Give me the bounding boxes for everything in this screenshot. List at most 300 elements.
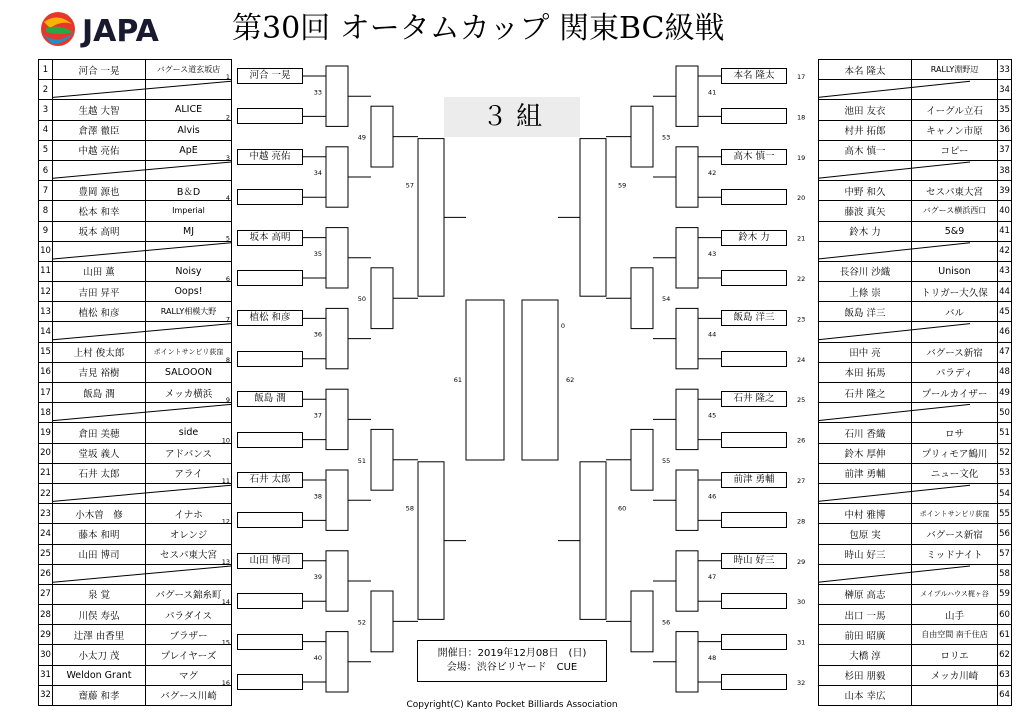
player-number: 21 <box>39 463 53 483</box>
seed-number: 22 <box>797 275 806 283</box>
seed-number: 5 <box>225 234 230 243</box>
player-name: 上村 俊太郎 <box>53 342 146 362</box>
seed-number: 18 <box>797 113 806 122</box>
player-number: 14 <box>39 322 53 342</box>
seed-number: 29 <box>797 557 806 566</box>
player-club: 5&9 <box>912 221 998 241</box>
player-number: 28 <box>39 605 53 625</box>
player-name: 本名 隆太 <box>819 60 912 80</box>
round1-winner-box: 石井 太郎 <box>237 472 303 488</box>
match-number: 50 <box>357 295 366 304</box>
player-name: 上條 崇 <box>819 282 912 302</box>
player-club: プールカイザー <box>912 383 998 403</box>
bye-slash <box>53 404 231 420</box>
round4-bracket <box>580 139 606 297</box>
player-club: トリガー大久保 <box>912 282 998 302</box>
player-number: 59 <box>998 584 1012 604</box>
player-name: 藤波 真矢 <box>819 201 912 221</box>
player-club: プリィモア鶴川 <box>912 443 998 463</box>
player-club: メッカ横浜 <box>146 383 232 403</box>
match-number: 39 <box>313 573 322 582</box>
player-number: 50 <box>998 403 1012 423</box>
player-number: 47 <box>998 342 1012 362</box>
player-name: 辻澤 由香里 <box>53 625 146 645</box>
round1-winner-box: 飯島 洋三 <box>721 310 787 326</box>
player-club: メッカ川崎 <box>912 665 998 685</box>
player-name: 前津 勇輔 <box>819 463 912 483</box>
round2-bracket <box>326 389 348 449</box>
seed-number: 24 <box>797 355 806 364</box>
round1-second-box <box>237 674 303 690</box>
player-name: 前田 昭廣 <box>819 625 912 645</box>
event-date: 開催日：2019年12月08日 (日) <box>437 648 587 659</box>
player-name: 鈴木 厚伸 <box>819 443 912 463</box>
copyright: Copyright(C) Kanto Pocket Billiards Association <box>406 700 618 710</box>
player-club: B＆D <box>146 181 232 201</box>
match-number: 55 <box>662 456 671 465</box>
bye-slash <box>818 81 970 97</box>
player-number: 24 <box>39 524 53 544</box>
bye-slash <box>53 566 231 582</box>
player-club: ALICE <box>146 100 232 120</box>
player-number: 11 <box>39 261 53 281</box>
player-club: Imperial <box>146 201 232 221</box>
seed-number: 17 <box>797 73 806 81</box>
player-number: 12 <box>39 282 53 302</box>
player-number: 16 <box>39 362 53 382</box>
player-number: 55 <box>998 504 1012 524</box>
player-name: 包原 実 <box>819 524 912 544</box>
round1-second-box <box>237 189 303 205</box>
page-title: 第30回 オータムカップ 関東BC級戦 <box>232 11 725 46</box>
player-club: バグース錦糸町 <box>146 584 232 604</box>
player-club: バグース新宿 <box>912 524 998 544</box>
player-number: 7 <box>39 181 53 201</box>
round2-bracket <box>326 66 348 126</box>
player-number: 8 <box>39 201 53 221</box>
match-number: 59 <box>618 181 627 190</box>
player-number: 38 <box>998 160 1012 180</box>
round1-second-box <box>721 432 787 448</box>
round1-winner-box: 山田 博司 <box>237 553 303 569</box>
round1-second-box <box>721 351 787 367</box>
player-club: コピー <box>912 140 998 160</box>
round1-second-box <box>721 189 787 205</box>
match-number: 38 <box>313 492 322 501</box>
match-number: 42 <box>708 169 717 178</box>
seed-number: 7 <box>225 315 230 324</box>
match-number: 58 <box>405 504 414 513</box>
match-number: 60 <box>618 504 627 513</box>
semi-right-bracket <box>522 300 558 460</box>
bye-slash <box>53 324 231 340</box>
player-name: 出口 一馬 <box>819 605 912 625</box>
logo-text: JAPA <box>82 14 159 49</box>
player-name: 吉見 裕樹 <box>53 362 146 382</box>
player-number: 40 <box>998 201 1012 221</box>
round1-second-box <box>721 270 787 286</box>
player-name: 杉田 朋毅 <box>819 665 912 685</box>
round1-second-box <box>237 270 303 286</box>
round1-second-box <box>721 674 787 690</box>
seed-number: 26 <box>797 436 806 445</box>
player-number: 18 <box>39 403 53 423</box>
player-club: バグース川崎 <box>146 685 232 705</box>
player-number: 19 <box>39 423 53 443</box>
player-name: 堂坂 義人 <box>53 443 146 463</box>
match-number: 44 <box>708 330 717 339</box>
player-name: 生越 大智 <box>53 100 146 120</box>
player-club: side <box>146 423 232 443</box>
player-club: 自由空間 南千住店 <box>912 625 998 645</box>
player-number: 52 <box>998 443 1012 463</box>
player-club: バル <box>912 302 998 322</box>
player-number: 64 <box>998 685 1012 705</box>
player-number: 63 <box>998 665 1012 685</box>
round1-winner-box: 高木 慎一 <box>721 149 787 165</box>
seed-number: 21 <box>797 234 806 243</box>
player-club: オレンジ <box>146 524 232 544</box>
round3-bracket <box>631 106 653 167</box>
round3-bracket <box>631 268 653 329</box>
player-club: ポイントサンビリ荻窪 <box>912 504 998 524</box>
round1-second-box <box>237 108 303 124</box>
player-name: 齋藤 和孝 <box>53 685 146 705</box>
round3-bracket <box>631 591 653 652</box>
player-number: 36 <box>998 120 1012 140</box>
player-number: 2 <box>39 80 53 100</box>
player-number: 9 <box>39 221 53 241</box>
seed-number: 32 <box>797 679 806 687</box>
player-club: バグース横浜西口 <box>912 201 998 221</box>
player-number: 46 <box>998 322 1012 342</box>
seed-number: 27 <box>797 477 806 485</box>
player-name: 村井 拓郎 <box>819 120 912 140</box>
round1-winner-box: 坂本 高明 <box>237 230 303 246</box>
player-number: 51 <box>998 423 1012 443</box>
event-venue: 会場：渋谷ビリヤード CUE <box>446 662 578 673</box>
player-name: 中村 雅博 <box>819 504 912 524</box>
player-name: 石川 香織 <box>819 423 912 443</box>
player-number: 48 <box>998 362 1012 382</box>
player-name: 山田 博司 <box>53 544 146 564</box>
player-number: 45 <box>998 302 1012 322</box>
player-number: 13 <box>39 302 53 322</box>
match-number: 33 <box>313 88 322 97</box>
player-club: アライ <box>146 463 232 483</box>
round3-bracket <box>371 106 393 167</box>
seed-number: 31 <box>797 638 806 647</box>
match-number: 47 <box>708 573 717 582</box>
player-club: キャノン市原 <box>912 120 998 140</box>
player-club: バグース新宿 <box>912 342 998 362</box>
player-name: 豊岡 源也 <box>53 181 146 201</box>
match-number: 51 <box>357 456 366 465</box>
round2-bracket <box>676 470 698 530</box>
seed-number: 14 <box>221 598 230 607</box>
round1-winner-box <box>721 634 787 650</box>
round3-bracket <box>371 429 393 490</box>
seed-number: 9 <box>225 396 230 405</box>
player-number: 39 <box>998 181 1012 201</box>
seed-number: 13 <box>221 557 230 566</box>
round2-bracket <box>676 66 698 126</box>
round1-second-box <box>237 432 303 448</box>
player-number: 29 <box>39 625 53 645</box>
player-number: 49 <box>998 383 1012 403</box>
seed-number: 8 <box>225 355 230 364</box>
round1-winner-box <box>237 634 303 650</box>
player-number: 61 <box>998 625 1012 645</box>
player-number: 5 <box>39 140 53 160</box>
bye-slash <box>818 243 970 259</box>
player-number: 30 <box>39 645 53 665</box>
player-number: 57 <box>998 544 1012 564</box>
round2-bracket <box>326 551 348 611</box>
bye-slash <box>53 81 231 97</box>
player-number: 41 <box>998 221 1012 241</box>
round2-bracket <box>676 308 698 368</box>
player-club: パラダイス <box>146 605 232 625</box>
player-club: Alvis <box>146 120 232 140</box>
player-number: 17 <box>39 383 53 403</box>
round1-winner-box: 植松 和彦 <box>237 310 303 326</box>
player-number: 53 <box>998 463 1012 483</box>
round2-bracket <box>676 632 698 692</box>
player-name: 中越 亮佑 <box>53 140 146 160</box>
match-number: 40 <box>313 653 322 662</box>
player-club: ニュー文化 <box>912 463 998 483</box>
round4-bracket <box>418 462 444 620</box>
match-number: 43 <box>708 249 717 258</box>
player-name: 倉澤 徹臣 <box>53 120 146 140</box>
round1-second-box <box>237 593 303 609</box>
player-club: プレイヤーズ <box>146 645 232 665</box>
player-club: メイプルハウス梶ヶ谷 <box>912 584 998 604</box>
player-number: 42 <box>998 241 1012 261</box>
player-number: 33 <box>998 60 1012 80</box>
round1-winner-box: 飯島 潤 <box>237 391 303 407</box>
player-club: イナホ <box>146 504 232 524</box>
player-name: 池田 友衣 <box>819 100 912 120</box>
match-number: 52 <box>357 618 366 627</box>
round1-second-box <box>721 512 787 528</box>
player-name: 飯島 潤 <box>53 383 146 403</box>
round2-bracket <box>326 308 348 368</box>
seed-number: 12 <box>221 517 230 526</box>
semi-left-bracket <box>466 300 504 460</box>
round1-second-box <box>237 512 303 528</box>
player-name: 高木 慎一 <box>819 140 912 160</box>
seed-number: 11 <box>221 477 230 485</box>
player-club: バグース道玄坂店 <box>146 60 232 80</box>
player-name: 小木曽 修 <box>53 504 146 524</box>
player-number: 27 <box>39 584 53 604</box>
player-name: 松本 和幸 <box>53 201 146 221</box>
round4-bracket <box>418 139 444 297</box>
seed-number: 20 <box>797 194 806 203</box>
player-name: 田中 亮 <box>819 342 912 362</box>
player-number: 10 <box>39 241 53 261</box>
bye-slash <box>53 243 231 259</box>
player-number: 62 <box>998 645 1012 665</box>
round1-winner-box: 石井 隆之 <box>721 391 787 407</box>
player-club: ブラザー <box>146 625 232 645</box>
round2-bracket <box>676 228 698 288</box>
player-club: MJ <box>146 221 232 241</box>
player-number: 4 <box>39 120 53 140</box>
seed-number: 6 <box>225 275 230 283</box>
seed-number: 4 <box>225 194 230 203</box>
match-number: 57 <box>405 181 414 190</box>
player-name: 大橋 淳 <box>819 645 912 665</box>
match-number: 62 <box>566 376 575 384</box>
player-club: セスパ東大宮 <box>146 544 232 564</box>
final-number: 0 <box>560 322 566 330</box>
player-club: ApE <box>146 140 232 160</box>
match-number: 49 <box>357 133 366 142</box>
player-number: 60 <box>998 605 1012 625</box>
player-name: 山本 幸広 <box>819 685 912 705</box>
player-name: 倉田 美穂 <box>53 423 146 443</box>
seed-number: 28 <box>797 517 806 526</box>
bye-slash <box>818 404 970 420</box>
seed-number: 30 <box>797 598 806 607</box>
round2-bracket <box>676 551 698 611</box>
player-name: Weldon Grant <box>53 665 146 685</box>
player-number: 1 <box>39 60 53 80</box>
seed-number: 2 <box>225 113 230 122</box>
round1-second-box <box>721 593 787 609</box>
round3-bracket <box>371 591 393 652</box>
player-number: 26 <box>39 564 53 584</box>
player-club: Oops! <box>146 282 232 302</box>
player-name: 飯島 洋三 <box>819 302 912 322</box>
match-number: 45 <box>708 411 717 420</box>
player-club: パラディ <box>912 362 998 382</box>
player-club: RALLY淵野辺 <box>912 60 998 80</box>
seed-number: 1 <box>225 73 230 81</box>
player-club: イーグル立石 <box>912 100 998 120</box>
round3-bracket <box>371 268 393 329</box>
group-label: ３ 組 <box>444 97 580 137</box>
round2-bracket <box>326 470 348 530</box>
player-name: 時山 好三 <box>819 544 912 564</box>
round1-second-box <box>237 351 303 367</box>
player-club: アドバンス <box>146 443 232 463</box>
bye-slash <box>818 566 970 582</box>
seed-number: 3 <box>225 153 230 162</box>
round1-second-box <box>721 108 787 124</box>
round1-winner-box: 中越 亮佑 <box>237 149 303 165</box>
player-club: 山手 <box>912 605 998 625</box>
match-number: 35 <box>313 249 322 258</box>
player-name: 長谷川 沙織 <box>819 261 912 281</box>
match-number: 34 <box>313 169 322 178</box>
round1-winner-box: 河合 一晃 <box>237 68 303 84</box>
seed-number: 19 <box>797 153 806 162</box>
player-number: 37 <box>998 140 1012 160</box>
player-number: 34 <box>998 80 1012 100</box>
player-number: 58 <box>998 564 1012 584</box>
player-number: 25 <box>39 544 53 564</box>
player-number: 54 <box>998 483 1012 503</box>
round2-bracket <box>326 632 348 692</box>
bye-slash <box>818 324 970 340</box>
bye-slash <box>818 162 970 178</box>
player-club: Unison <box>912 261 998 281</box>
player-name: 山田 薫 <box>53 261 146 281</box>
player-number: 32 <box>39 685 53 705</box>
player-club: ロサ <box>912 423 998 443</box>
round2-bracket <box>676 389 698 449</box>
player-number: 6 <box>39 160 53 180</box>
player-name: 小太刀 茂 <box>53 645 146 665</box>
match-number: 53 <box>662 133 671 142</box>
round2-bracket <box>326 228 348 288</box>
player-number: 44 <box>998 282 1012 302</box>
round1-winner-box: 前津 勇輔 <box>721 472 787 488</box>
round4-bracket <box>580 462 606 620</box>
player-name: 石井 隆之 <box>819 383 912 403</box>
player-club: ミッドナイト <box>912 544 998 564</box>
player-number: 15 <box>39 342 53 362</box>
player-name: 石井 太郎 <box>53 463 146 483</box>
player-name: 吉田 昇平 <box>53 282 146 302</box>
player-club: ロリエ <box>912 645 998 665</box>
match-number: 36 <box>313 330 322 339</box>
match-number: 56 <box>662 618 671 627</box>
round2-bracket <box>676 147 698 207</box>
seed-number: 16 <box>221 679 230 687</box>
match-number: 46 <box>708 492 717 501</box>
player-club: マグ <box>146 665 232 685</box>
player-number: 31 <box>39 665 53 685</box>
player-name: 川俣 寿弘 <box>53 605 146 625</box>
round1-winner-box: 時山 好三 <box>721 553 787 569</box>
player-name: 植松 和彦 <box>53 302 146 322</box>
player-club: RALLY相模大野 <box>146 302 232 322</box>
player-club: SALOOON <box>146 362 232 382</box>
player-number: 3 <box>39 100 53 120</box>
player-name: 泉 覚 <box>53 584 146 604</box>
player-number: 22 <box>39 483 53 503</box>
round1-winner-box: 鈴木 力 <box>721 230 787 246</box>
player-number: 23 <box>39 504 53 524</box>
seed-number: 25 <box>797 396 806 405</box>
round1-winner-box: 本名 隆太 <box>721 68 787 84</box>
player-club: ポイントサンビリ荻窪 <box>146 342 232 362</box>
player-name: 榊原 高志 <box>819 584 912 604</box>
player-name: 中野 和久 <box>819 181 912 201</box>
player-name: 鈴木 力 <box>819 221 912 241</box>
seed-number: 23 <box>797 315 806 324</box>
match-number: 54 <box>662 295 671 304</box>
bye-slash <box>53 162 231 178</box>
seed-number: 15 <box>221 638 230 647</box>
round2-bracket <box>326 147 348 207</box>
player-number: 35 <box>998 100 1012 120</box>
player-name: 本田 拓馬 <box>819 362 912 382</box>
player-club: Noisy <box>146 261 232 281</box>
bye-slash <box>53 485 231 501</box>
seed-number: 10 <box>221 436 230 445</box>
player-number: 43 <box>998 261 1012 281</box>
player-name: 藤本 和明 <box>53 524 146 544</box>
bye-slash <box>818 485 970 501</box>
match-number: 61 <box>453 376 462 384</box>
player-name: 坂本 高明 <box>53 221 146 241</box>
